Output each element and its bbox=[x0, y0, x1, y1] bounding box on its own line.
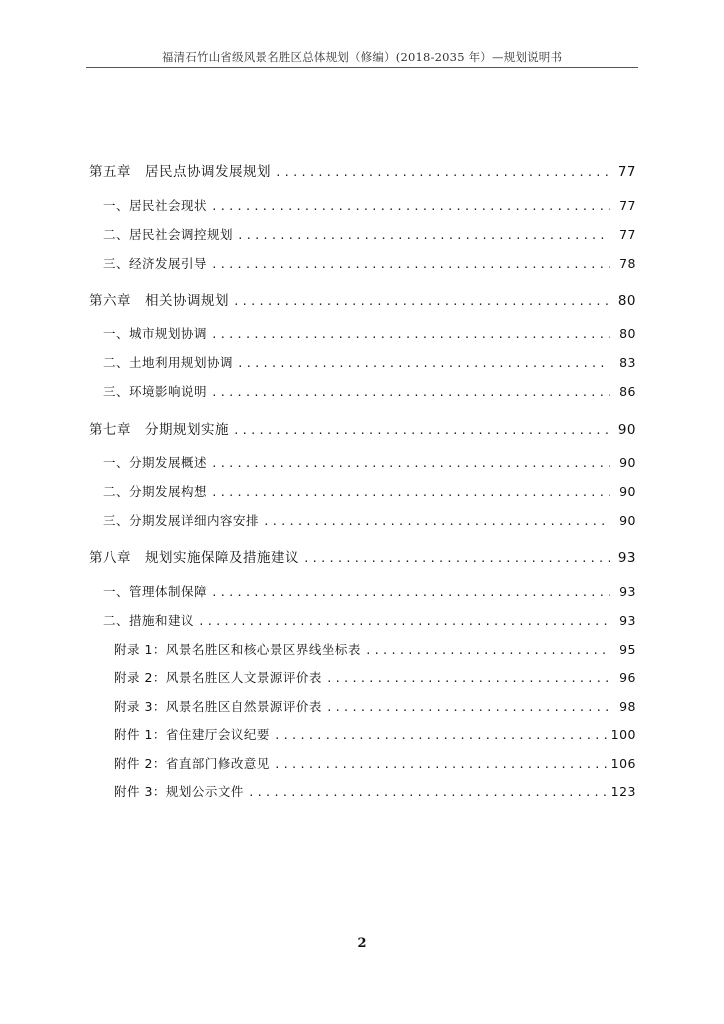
toc-entry-page: 96 bbox=[619, 670, 636, 685]
toc-entry-title: 三、分期发展详细内容安排 bbox=[103, 513, 260, 528]
toc-entry-title: 第六章 相关协调规划 bbox=[89, 293, 229, 309]
toc-entry-page: 86 bbox=[619, 384, 636, 399]
toc-entry-chapter bbox=[89, 289, 636, 309]
toc-dot-leader bbox=[274, 758, 607, 771]
toc-dot-leader bbox=[211, 328, 610, 341]
toc-dot-leader bbox=[233, 295, 610, 308]
toc-entry-title: 附录 1：风景名胜区和核心景区界线坐标表 bbox=[114, 642, 361, 657]
toc-entry-chapter bbox=[89, 160, 636, 180]
toc-entry-section bbox=[103, 482, 636, 500]
toc-entry-page: 90 bbox=[619, 484, 636, 499]
toc-entry-page: 90 bbox=[619, 455, 636, 470]
toc-entry-appendix bbox=[114, 668, 636, 686]
toc-entry-page: 98 bbox=[619, 699, 636, 714]
toc-entry-title: 二、居民社会调控规划 bbox=[103, 227, 234, 242]
toc-entry-page: 93 bbox=[619, 584, 636, 599]
toc-entry-page: 77 bbox=[619, 227, 636, 242]
toc-entry-appendix bbox=[114, 725, 636, 743]
toc-entry-page: 77 bbox=[617, 164, 636, 180]
toc-entry-title: 附件 1：省住建厅会议纪要 bbox=[114, 727, 270, 742]
toc-entry-page: 106 bbox=[610, 756, 636, 771]
toc-dot-leader bbox=[211, 486, 610, 499]
toc-entry-page: 83 bbox=[619, 355, 636, 370]
toc-entry-appendix bbox=[114, 640, 636, 658]
toc-entry-section bbox=[103, 353, 636, 371]
toc-entry-title: 附录 2：风景名胜区人文景源评价表 bbox=[114, 670, 322, 685]
toc-entry-page: 80 bbox=[617, 293, 636, 309]
toc-dot-leader bbox=[263, 515, 610, 528]
toc-entry-page: 77 bbox=[619, 198, 636, 213]
toc-entry-title: 二、措施和建议 bbox=[103, 613, 195, 628]
toc-entry-page: 95 bbox=[619, 642, 636, 657]
toc-dot-leader bbox=[211, 200, 610, 213]
toc-entry-appendix bbox=[114, 697, 636, 715]
toc-dot-leader bbox=[198, 615, 610, 628]
toc-entry-title: 一、城市规划协调 bbox=[103, 326, 208, 341]
toc-entry-section bbox=[103, 611, 636, 629]
toc-entry-title: 附件 2：省直部门修改意见 bbox=[114, 756, 270, 771]
toc-entry-appendix bbox=[114, 754, 636, 772]
toc-entry-title: 第八章 规划实施保障及措施建议 bbox=[89, 550, 299, 566]
toc-dot-leader bbox=[211, 586, 610, 599]
toc-dot-leader bbox=[211, 457, 610, 470]
toc-entry-title: 附录 3：风景名胜区自然景源评价表 bbox=[114, 699, 322, 714]
toc-dot-leader bbox=[326, 672, 610, 685]
toc-entry-title: 二、土地利用规划协调 bbox=[103, 355, 234, 370]
toc-dot-leader bbox=[237, 229, 610, 242]
toc-entry-page: 93 bbox=[617, 550, 636, 566]
toc-entry-appendix bbox=[114, 782, 636, 800]
toc-entry-page: 90 bbox=[617, 422, 636, 438]
toc-entry-section bbox=[103, 582, 636, 600]
toc-entry-title: 三、环境影响说明 bbox=[103, 384, 208, 399]
toc-dot-leader bbox=[237, 357, 610, 370]
toc-entry-title: 一、分期发展概述 bbox=[103, 455, 208, 470]
toc-entry-section bbox=[103, 511, 636, 529]
toc-dot-leader bbox=[303, 552, 610, 565]
toc-entry-section bbox=[103, 196, 636, 214]
toc-dot-leader bbox=[326, 701, 610, 714]
toc-dot-leader bbox=[275, 166, 610, 179]
toc-dot-leader bbox=[274, 729, 607, 742]
toc-entry-title: 二、分期发展构想 bbox=[103, 484, 208, 499]
running-header: 福清石竹山省级风景名胜区总体规划（修编）(2018-2035 年）—规划说明书 bbox=[161, 50, 563, 64]
toc-entry-title: 第七章 分期规划实施 bbox=[89, 422, 229, 438]
toc-entry-title: 一、管理体制保障 bbox=[103, 584, 208, 599]
toc-entry-page: 93 bbox=[619, 613, 636, 628]
toc-entry-page: 100 bbox=[610, 727, 636, 742]
page-number: 2 bbox=[357, 936, 367, 951]
toc-entry-chapter bbox=[89, 546, 636, 566]
toc-entry-title: 附件 3：规划公示文件 bbox=[114, 784, 244, 799]
toc-dot-leader bbox=[248, 786, 607, 799]
toc-entry-section bbox=[103, 382, 636, 400]
toc-dot-leader bbox=[365, 644, 610, 657]
toc-entry-section bbox=[103, 324, 636, 342]
toc-entry-page: 123 bbox=[610, 784, 636, 799]
toc-entry-title: 三、经济发展引导 bbox=[103, 256, 208, 271]
toc-entry-title: 第五章 居民点协调发展规划 bbox=[89, 164, 271, 180]
toc-dot-leader bbox=[211, 386, 610, 399]
toc-entry-chapter bbox=[89, 418, 636, 438]
toc-entry-page: 80 bbox=[619, 326, 636, 341]
toc-entry-section bbox=[103, 225, 636, 243]
toc-entry-title: 一、居民社会现状 bbox=[103, 198, 208, 213]
toc-entry-page: 90 bbox=[619, 513, 636, 528]
toc-entry-section bbox=[103, 254, 636, 272]
toc-entry-section bbox=[103, 453, 636, 471]
toc-entry-page: 78 bbox=[619, 256, 636, 271]
toc-dot-leader bbox=[233, 424, 610, 437]
toc-dot-leader bbox=[211, 258, 610, 271]
